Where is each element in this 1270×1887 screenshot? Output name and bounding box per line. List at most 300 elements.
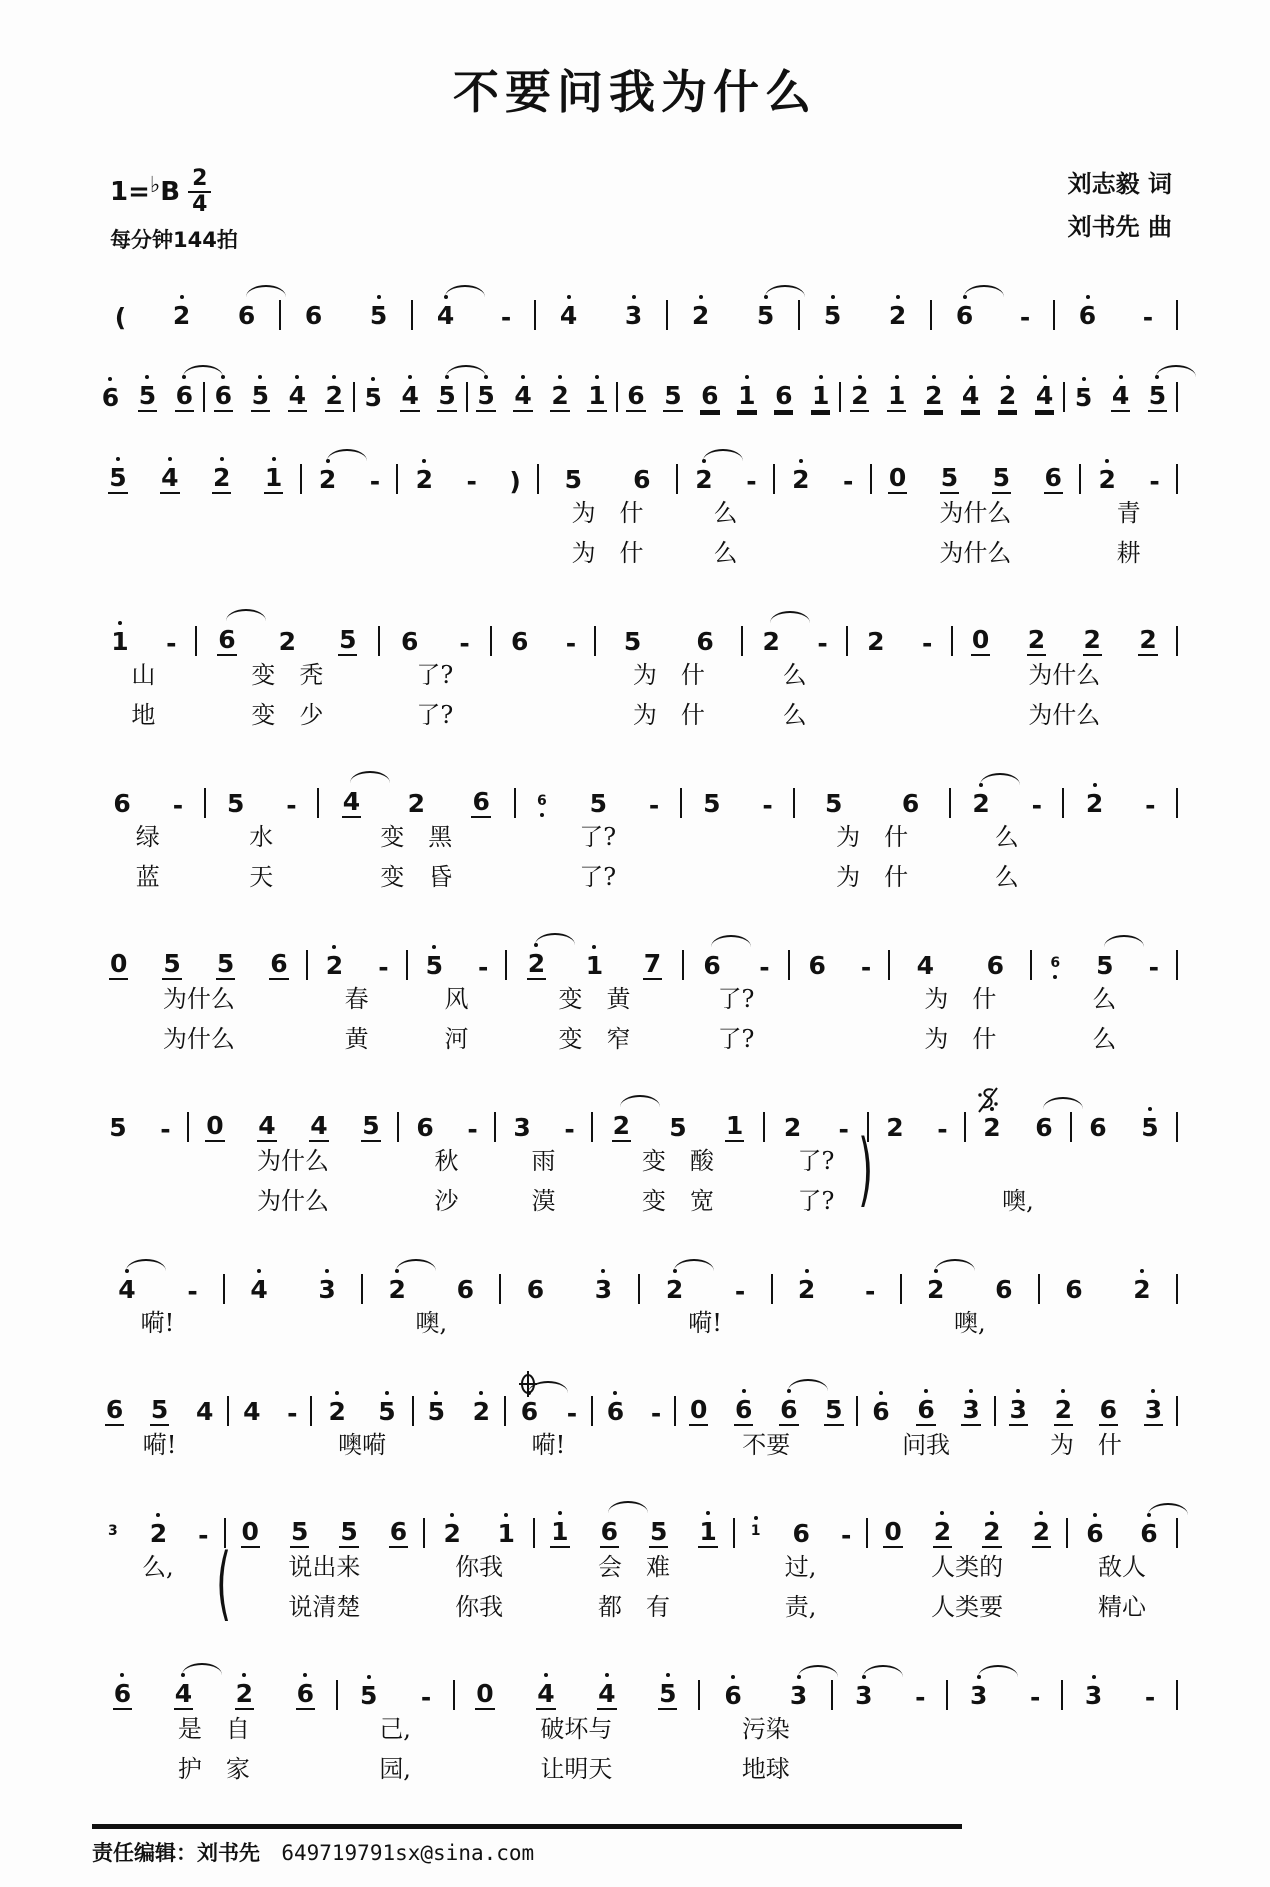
octave-dot-above [484, 375, 488, 379]
lyric-row-2: 人类要 [931, 1593, 1004, 1622]
lyric-row-1: 为什么 [162, 985, 235, 1014]
note-digit: 6 [270, 949, 288, 978]
note-digit: 5 [1148, 381, 1167, 410]
note-digit: 3 [594, 1275, 613, 1304]
lyric-row-2: 了? [416, 701, 454, 730]
note-digit: 0 [476, 1679, 494, 1708]
note-digit: 2 [388, 1275, 406, 1304]
note [850, 383, 869, 412]
barline [1176, 1680, 1178, 1710]
octave-dot-above [862, 1675, 866, 1679]
note [1035, 383, 1054, 412]
note-row [197, 604, 378, 656]
measure [506, 1374, 591, 1466]
lyric-row-1: 己, [379, 1715, 411, 1744]
note [986, 953, 1005, 980]
note-digit: 6 [175, 381, 194, 410]
note [1140, 1115, 1159, 1142]
note-digit: 2 [924, 381, 943, 410]
lyric-row-1: 是 自 [177, 1715, 250, 1744]
note-digit: 6 [101, 383, 120, 412]
slur-arc [608, 1501, 648, 1516]
note-row [225, 1252, 361, 1304]
dash-note: - [842, 467, 854, 496]
note-digit: 5 [659, 1679, 677, 1708]
note-digit: 4 [174, 1679, 193, 1708]
octave-dot-above [1039, 1511, 1043, 1515]
note [888, 465, 907, 494]
note-digit: 1 [699, 1517, 717, 1546]
note-digit: 6 [735, 1395, 753, 1424]
note-row [229, 1374, 310, 1426]
measure [516, 766, 680, 898]
note-digit: 4 [161, 463, 179, 492]
note-digit: 4 [961, 381, 980, 410]
slur-arc [126, 1259, 166, 1274]
slur-arc [798, 1665, 838, 1680]
note-digit: 2 [983, 1517, 1001, 1546]
note [792, 1521, 811, 1548]
note-digit: 2 [1054, 1395, 1072, 1424]
note [600, 1519, 619, 1548]
note-digit: 5 [150, 1395, 169, 1424]
note [643, 951, 662, 980]
lyric-row-2: 么 [1092, 1025, 1117, 1054]
barline [1176, 788, 1178, 818]
note-row [1040, 1252, 1176, 1304]
note [585, 953, 604, 980]
note [998, 383, 1017, 412]
verse-close-bracket: ) [857, 1121, 873, 1217]
note-row [743, 604, 846, 656]
dash-note: - [1144, 1683, 1156, 1712]
lyric-row-2 [833, 1750, 946, 1790]
footer-rule [92, 1824, 962, 1829]
note-row [858, 1374, 993, 1426]
measure [302, 442, 397, 574]
octave-dot-below [1053, 975, 1057, 979]
lyric-row-1: 为什么 [939, 499, 1012, 528]
note [691, 303, 710, 330]
octave-dot-above [605, 1673, 609, 1677]
lyric-row-1 [92, 1142, 187, 1182]
lyric-row-1: 风 [444, 985, 469, 1014]
barline [1176, 950, 1178, 980]
octave-dot-above [1061, 1389, 1065, 1393]
measure [535, 1496, 733, 1628]
note-row [1072, 1090, 1176, 1142]
note-digit: 2 [407, 789, 426, 818]
note-row [790, 928, 888, 980]
note [436, 303, 455, 330]
note-digit: 0 [888, 463, 907, 492]
note-digit: 6 [703, 951, 721, 980]
note-row [281, 278, 411, 330]
note-digit: 6 [917, 1395, 935, 1424]
measure [833, 1658, 946, 1790]
note [597, 1681, 616, 1710]
note-row [92, 360, 203, 412]
measure [1055, 278, 1176, 330]
note-digit: 5 [138, 381, 157, 410]
slur-arc [535, 933, 575, 948]
note-digit: 2 [235, 1679, 254, 1708]
measure [92, 278, 279, 330]
lyric-row-2 [790, 1020, 888, 1060]
lyric-row-2: 为 什 [924, 1025, 997, 1054]
dash-note: - [840, 1521, 852, 1550]
slur-arc [978, 1665, 1018, 1680]
composer: 刘书先 曲 [1067, 212, 1172, 242]
note [1085, 1521, 1104, 1548]
octave-dot-above [1119, 375, 1123, 379]
measure [338, 1658, 453, 1790]
lyric-row-1 [501, 1304, 637, 1344]
music-line [92, 1374, 1178, 1466]
note-digit: 2 [933, 1517, 952, 1546]
lyric-row-2 [1063, 1750, 1176, 1790]
note [791, 467, 810, 494]
measure [676, 1374, 856, 1466]
note-row [92, 766, 204, 818]
note-digit: 6 [296, 1679, 314, 1708]
note [217, 627, 236, 656]
note-row [640, 1252, 771, 1304]
lyric-row-1: 了? [797, 1147, 835, 1176]
measure [455, 1658, 699, 1790]
notation-area [92, 278, 1178, 1790]
note-digit: 2 [415, 465, 434, 494]
note-row [492, 604, 595, 656]
octave-dot-above [1140, 1269, 1144, 1273]
measure [1063, 1658, 1176, 1790]
octave-dot-above [1105, 459, 1109, 463]
note-digit: 5 [427, 1397, 445, 1426]
lyric-row-2: 护 家 [177, 1755, 250, 1784]
lyric-row-2: 沙 [434, 1187, 459, 1216]
dash-note: - [746, 467, 757, 496]
octave-dot-above [295, 375, 299, 379]
dash-note: - [937, 1115, 948, 1144]
note [1097, 467, 1116, 494]
measure [319, 766, 514, 898]
octave-dot-above [895, 375, 899, 379]
note [1099, 1397, 1118, 1426]
note [415, 1115, 434, 1142]
note-digit: 4 [118, 1275, 136, 1304]
lyric-row-2: 了? [797, 1187, 835, 1216]
lyric-row-1: 说出来 [288, 1553, 361, 1582]
note-digit: 1 [888, 381, 906, 410]
octave-dot-above [371, 377, 375, 381]
note-digit: 6 [724, 1681, 742, 1710]
note [1027, 627, 1046, 656]
lyric-row-1: 么 [994, 823, 1019, 852]
lyric-row-1: 变 酸 [641, 1147, 714, 1176]
note [400, 383, 419, 412]
measure [408, 928, 506, 1060]
octave-dot-above [444, 295, 448, 299]
octave-dot-above [544, 1673, 548, 1677]
note-digit: 6 [113, 1679, 132, 1708]
dash-note: - [564, 1115, 575, 1144]
measure [312, 1374, 411, 1466]
measure [948, 1658, 1061, 1790]
note [108, 465, 127, 494]
note [1009, 1397, 1028, 1426]
lyric-row-1 [773, 1304, 900, 1344]
octave-dot-above [182, 375, 186, 379]
octave-dot-above [168, 457, 172, 461]
note [823, 303, 842, 330]
note-digit: 3 [513, 1113, 531, 1142]
note [317, 1277, 336, 1304]
note [1138, 627, 1157, 656]
dash-note: - [1031, 791, 1043, 820]
note [364, 385, 383, 412]
note-digit: 5 [669, 1113, 687, 1142]
octave-dot-above [1151, 1389, 1155, 1393]
note-digit: 2 [527, 949, 546, 978]
lyric-row-2: 为什么 [1028, 701, 1101, 730]
note-digit: 6 [872, 1397, 890, 1426]
octave-dot-above [1147, 1513, 1151, 1517]
measure [92, 1658, 336, 1790]
lyric-row-2: 地 [131, 701, 156, 730]
note-digit: 6 [520, 1397, 539, 1426]
note-digit: 6 [1099, 1395, 1118, 1424]
note-digit: 6 [901, 789, 920, 818]
lyric-row-1: 变 秃 [251, 661, 324, 690]
octave-dot-above [787, 1389, 791, 1393]
music-line [92, 278, 1178, 330]
note-digit: 0 [971, 625, 990, 654]
note [1111, 383, 1130, 412]
note-digit: 2 [1083, 625, 1101, 654]
octave-dot-above [797, 1675, 801, 1679]
measure [92, 1252, 223, 1344]
lyric-row-2: 噢, [1002, 1187, 1034, 1216]
lyric-row-2: 让明天 [540, 1755, 613, 1784]
lyric-row-1 [948, 1710, 1061, 1750]
note-row [1063, 1658, 1176, 1710]
measure [399, 1090, 494, 1222]
slur-arc [711, 935, 751, 950]
octave-dot-above [332, 945, 336, 949]
note-digit: 2 [983, 1113, 1001, 1142]
note-digit: 6 [808, 951, 826, 980]
measure [932, 278, 1053, 330]
note-digit: 4 [401, 381, 419, 410]
measure [678, 442, 773, 574]
note [138, 383, 157, 412]
note-row [516, 766, 680, 818]
lyric-row-1: 春 [344, 985, 369, 1014]
note-row [363, 1252, 499, 1304]
note [110, 629, 129, 656]
note-digit: 2 [972, 789, 990, 818]
note-row [1064, 766, 1176, 818]
octave-dot-above [990, 1107, 994, 1111]
note-digit: 2 [1032, 1517, 1050, 1546]
lyric-row-1 [229, 1426, 310, 1466]
note-row [92, 1496, 224, 1548]
lyric-row-1 [848, 656, 951, 696]
note [854, 1683, 873, 1710]
lyric-row-2: 变 昏 [380, 863, 453, 892]
barline [1176, 464, 1178, 494]
octave-dot-above [592, 945, 596, 949]
measure [872, 442, 1080, 574]
lyric-row-1 [775, 494, 870, 534]
lyric-row-2 [92, 1588, 224, 1628]
measure [501, 1252, 637, 1344]
note [425, 953, 444, 980]
note [318, 467, 337, 494]
measure [869, 1090, 964, 1222]
note [1083, 627, 1102, 656]
note-digit: 6 [775, 381, 793, 410]
note [1044, 465, 1063, 494]
note-row [593, 1090, 763, 1142]
octave-dot-above [434, 1391, 438, 1395]
note-digit: 5 [589, 789, 608, 818]
lyric-row-1 [492, 656, 595, 696]
note-digit: 6 [526, 1275, 545, 1304]
note-digit: 6 [696, 627, 714, 656]
note [339, 1519, 358, 1548]
lyric-row-1 [225, 1304, 361, 1344]
note [328, 1399, 347, 1426]
octave-dot-above [558, 1511, 562, 1515]
lyric-row-1: 水 [249, 823, 274, 852]
note-digit: 5 [823, 301, 842, 330]
note [550, 383, 569, 412]
note [172, 303, 191, 330]
note-row [795, 766, 949, 818]
note [361, 1113, 380, 1142]
measure [468, 360, 616, 412]
note-row [841, 360, 1063, 412]
measure [496, 1090, 591, 1222]
note [888, 303, 907, 330]
octave-dot-above [940, 1511, 944, 1515]
note [513, 383, 532, 412]
music-line [92, 1252, 1178, 1344]
note-digit: 6 [456, 1275, 474, 1304]
note [496, 1521, 515, 1548]
measure [1068, 1496, 1176, 1628]
note-row [1055, 278, 1176, 330]
note-digit: 1 [497, 1519, 515, 1548]
slur-arc [674, 1259, 714, 1274]
measure [215, 1496, 424, 1631]
note [338, 627, 357, 656]
note-digit: 2 [886, 1113, 904, 1142]
lyric-row-2: 变 少 [251, 701, 324, 730]
octave-dot-above [805, 1269, 809, 1273]
note [883, 1519, 902, 1548]
note [471, 789, 490, 818]
note-row [92, 1374, 227, 1426]
slur-arc [703, 449, 743, 464]
note-digit: 6 [237, 301, 256, 330]
note-digit: 6 [214, 381, 233, 410]
measure [225, 1252, 361, 1344]
lyric-row-2: 漠 [531, 1187, 556, 1216]
note-digit: 1 [750, 1523, 761, 1539]
note [916, 953, 935, 980]
note-digit: 2 [665, 1275, 684, 1304]
lyric-row-1: 为 什 [836, 823, 909, 852]
lyric-row-2: 说清楚 [288, 1593, 361, 1622]
note [626, 383, 645, 412]
octave-dot-above [963, 295, 967, 299]
octave-dot-above [422, 459, 426, 463]
note [901, 791, 920, 818]
octave-dot-above [326, 459, 330, 463]
note-row [92, 278, 279, 330]
note [205, 1113, 224, 1142]
note-digit: 5 [425, 951, 444, 980]
lyric-row-1 [302, 494, 397, 534]
note [249, 1277, 268, 1304]
note [290, 1519, 309, 1548]
note [475, 1681, 494, 1710]
note [1074, 385, 1093, 412]
note [109, 951, 128, 980]
lyric-row-2: 么 [994, 863, 1019, 892]
dash-note: - [648, 791, 660, 820]
note [264, 465, 283, 494]
note [982, 1519, 1001, 1548]
note-row [413, 278, 534, 330]
octave-dot-above [108, 377, 112, 381]
octave-dot-above [1043, 375, 1047, 379]
note [415, 467, 434, 494]
lyric-row-2 [948, 1750, 1061, 1790]
octave-dot-above [745, 375, 749, 379]
dash-note: - [286, 791, 297, 820]
grace-note [1049, 956, 1061, 970]
note [961, 1397, 980, 1426]
lyric-row-1: 变 黑 [380, 823, 453, 852]
measure [92, 604, 195, 736]
lyric-row-2: 变 宽 [641, 1187, 714, 1216]
key-signature [110, 168, 211, 216]
note-row [668, 278, 798, 330]
note [1085, 791, 1104, 818]
measure [795, 766, 949, 898]
note-row [848, 604, 951, 656]
note-digit: 4 [288, 381, 306, 410]
dash-note: - [650, 1399, 662, 1428]
note-digit: 5 [649, 1517, 668, 1546]
lyric-row-1 [414, 1426, 504, 1466]
note-row [700, 1658, 831, 1710]
note [649, 1519, 668, 1548]
note [866, 629, 885, 656]
note-digit: 6 [389, 1517, 408, 1546]
measure [1040, 1252, 1176, 1344]
lyric-row-1: 过, [784, 1553, 817, 1582]
dash-note: - [478, 953, 489, 982]
lyric-row-2: 你我 [455, 1593, 504, 1622]
measure [92, 1374, 227, 1466]
key-label: 1= [110, 177, 150, 207]
octave-dot-above [969, 1389, 973, 1393]
lyric-row-2: 为什么 [939, 539, 1012, 568]
